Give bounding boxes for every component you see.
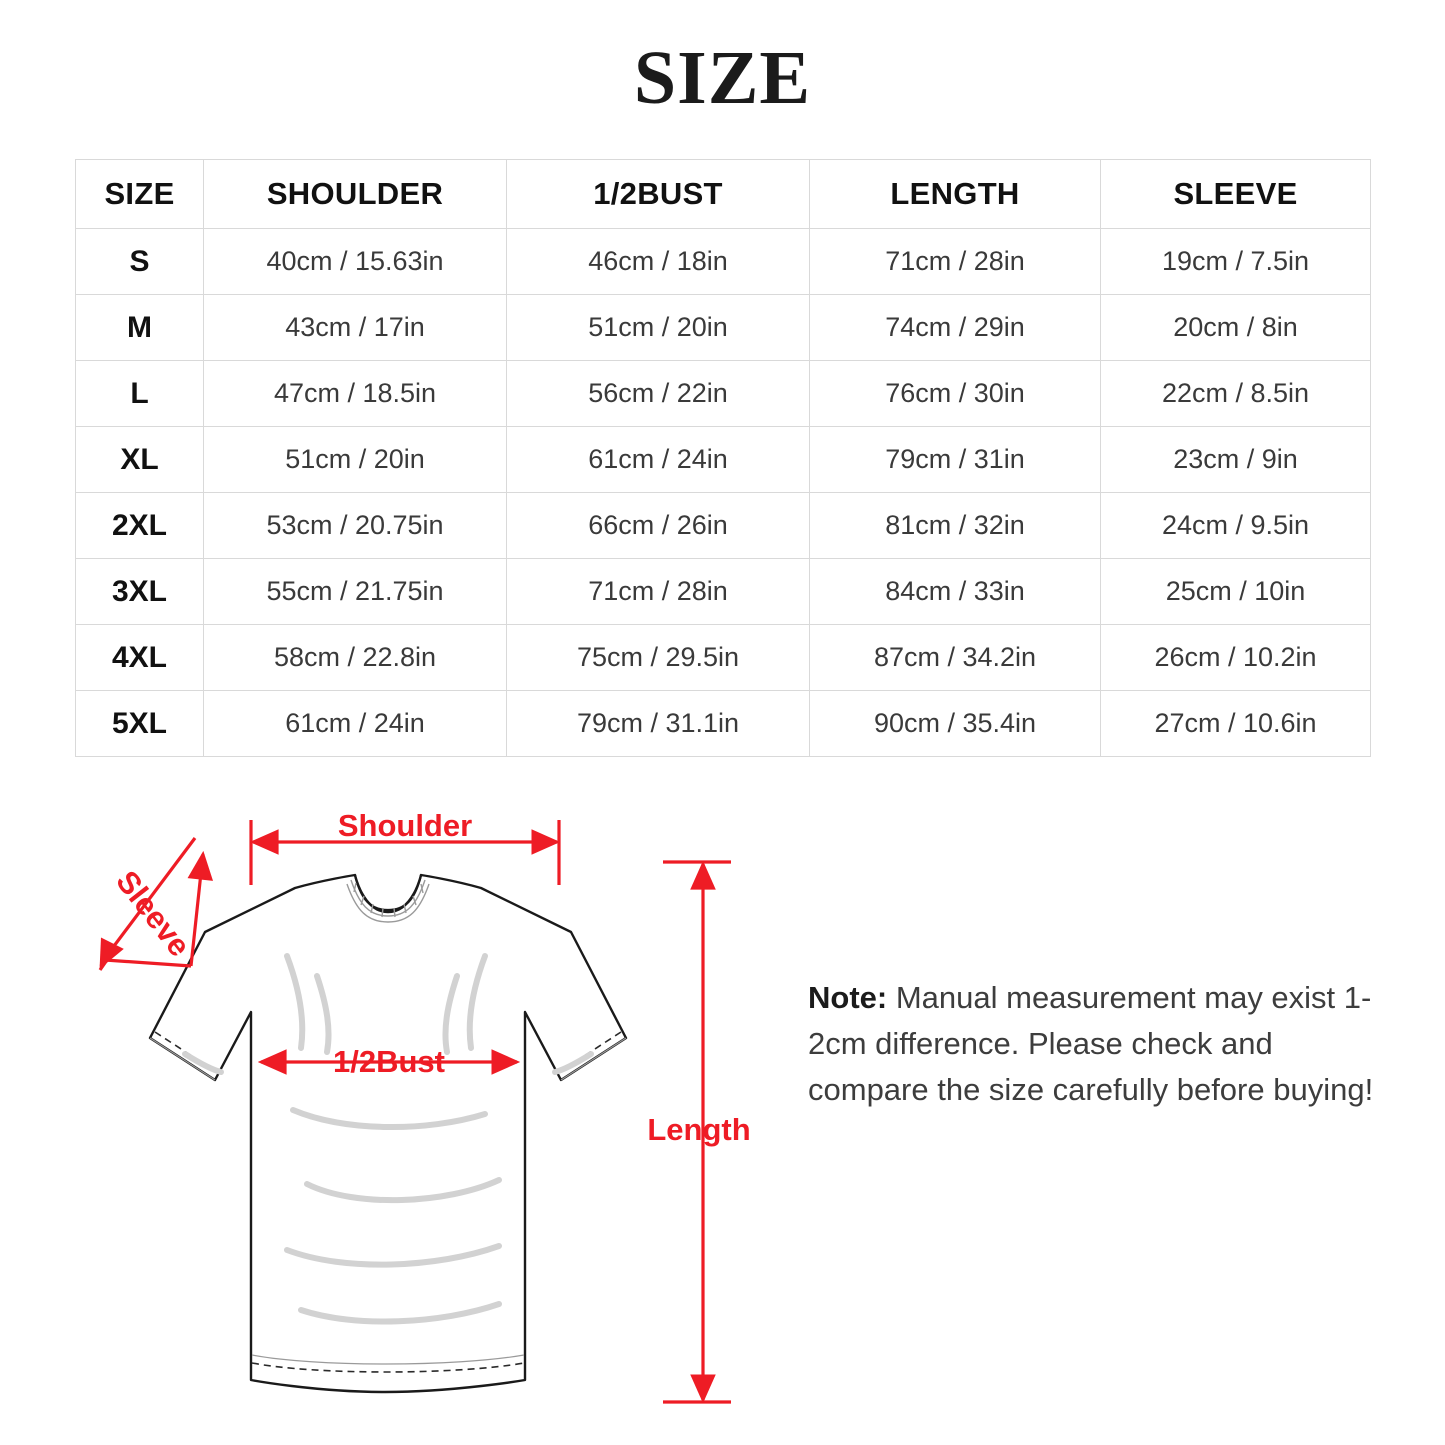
table-row — [76, 625, 1371, 691]
cell-length: 74cm / 29in — [810, 295, 1101, 361]
page-title: SIZE — [633, 36, 812, 120]
cell-shoulder: 43cm / 17in — [204, 295, 507, 361]
note-block — [808, 975, 1383, 1113]
cell-size: XL — [76, 427, 204, 493]
cell-size: 5XL — [76, 691, 204, 757]
cell-shoulder: 47cm / 18.5in — [204, 361, 507, 427]
cell-length: 87cm / 34.2in — [810, 625, 1101, 691]
cell-shoulder: 40cm / 15.63in — [204, 229, 507, 295]
cell-length: 71cm / 28in — [810, 229, 1101, 295]
table-row — [76, 691, 1371, 757]
cell-shoulder: 58cm / 22.8in — [204, 625, 507, 691]
table-row — [76, 427, 1371, 493]
table-row — [76, 559, 1371, 625]
cell-size: 3XL — [76, 559, 204, 625]
cell-bust: 61cm / 24in — [507, 427, 810, 493]
table-header-row — [76, 160, 1371, 229]
cell-size: 2XL — [76, 493, 204, 559]
cell-size: S — [76, 229, 204, 295]
cell-bust: 79cm / 31.1in — [507, 691, 810, 757]
cell-length: 76cm / 30in — [810, 361, 1101, 427]
cell-sleeve: 19cm / 7.5in — [1101, 229, 1371, 295]
cell-bust: 51cm / 20in — [507, 295, 810, 361]
tshirt-measurement-diagram — [55, 780, 775, 1420]
cell-shoulder: 51cm / 20in — [204, 427, 507, 493]
cell-sleeve: 26cm / 10.2in — [1101, 625, 1371, 691]
cell-sleeve: 22cm / 8.5in — [1101, 361, 1371, 427]
cell-size: L — [76, 361, 204, 427]
cell-length: 84cm / 33in — [810, 559, 1101, 625]
cell-size: M — [76, 295, 204, 361]
cell-bust: 71cm / 28in — [507, 559, 810, 625]
cell-shoulder: 61cm / 24in — [204, 691, 507, 757]
note-text: Manual measurement may exist 1-2cm difference. Please check and compare the size carefully before buying! — [808, 980, 1374, 1107]
cell-sleeve: 25cm / 10in — [1101, 559, 1371, 625]
cell-sleeve: 20cm / 8in — [1101, 295, 1371, 361]
cell-length: 81cm / 32in — [810, 493, 1101, 559]
table-row — [76, 361, 1371, 427]
length-label: Length — [647, 1112, 751, 1147]
table-row — [76, 493, 1371, 559]
cell-shoulder: 53cm / 20.75in — [204, 493, 507, 559]
column-header-size: SIZE — [76, 160, 204, 229]
tshirt-illustration — [150, 875, 626, 1392]
table-row — [76, 295, 1371, 361]
cell-bust: 66cm / 26in — [507, 493, 810, 559]
bust-label: 1/2Bust — [333, 1044, 445, 1079]
sleeve-label: Sleeve — [109, 864, 198, 964]
cell-size: 4XL — [76, 625, 204, 691]
cell-length: 90cm / 35.4in — [810, 691, 1101, 757]
column-header-bust: 1/2BUST — [507, 160, 810, 229]
cell-bust: 75cm / 29.5in — [507, 625, 810, 691]
cell-bust: 56cm / 22in — [507, 361, 810, 427]
table-row — [76, 229, 1371, 295]
shoulder-label: Shoulder — [337, 808, 473, 843]
column-header-length: LENGTH — [810, 160, 1101, 229]
cell-sleeve: 24cm / 9.5in — [1101, 493, 1371, 559]
cell-shoulder: 55cm / 21.75in — [204, 559, 507, 625]
note-label: Note: — [808, 980, 888, 1015]
cell-bust: 46cm / 18in — [507, 229, 810, 295]
column-header-shoulder: SHOULDER — [204, 160, 507, 229]
cell-sleeve: 27cm / 10.6in — [1101, 691, 1371, 757]
column-header-sleeve: SLEEVE — [1101, 160, 1371, 229]
cell-length: 79cm / 31in — [810, 427, 1101, 493]
size-chart-table — [75, 159, 1371, 757]
cell-sleeve: 23cm / 9in — [1101, 427, 1371, 493]
